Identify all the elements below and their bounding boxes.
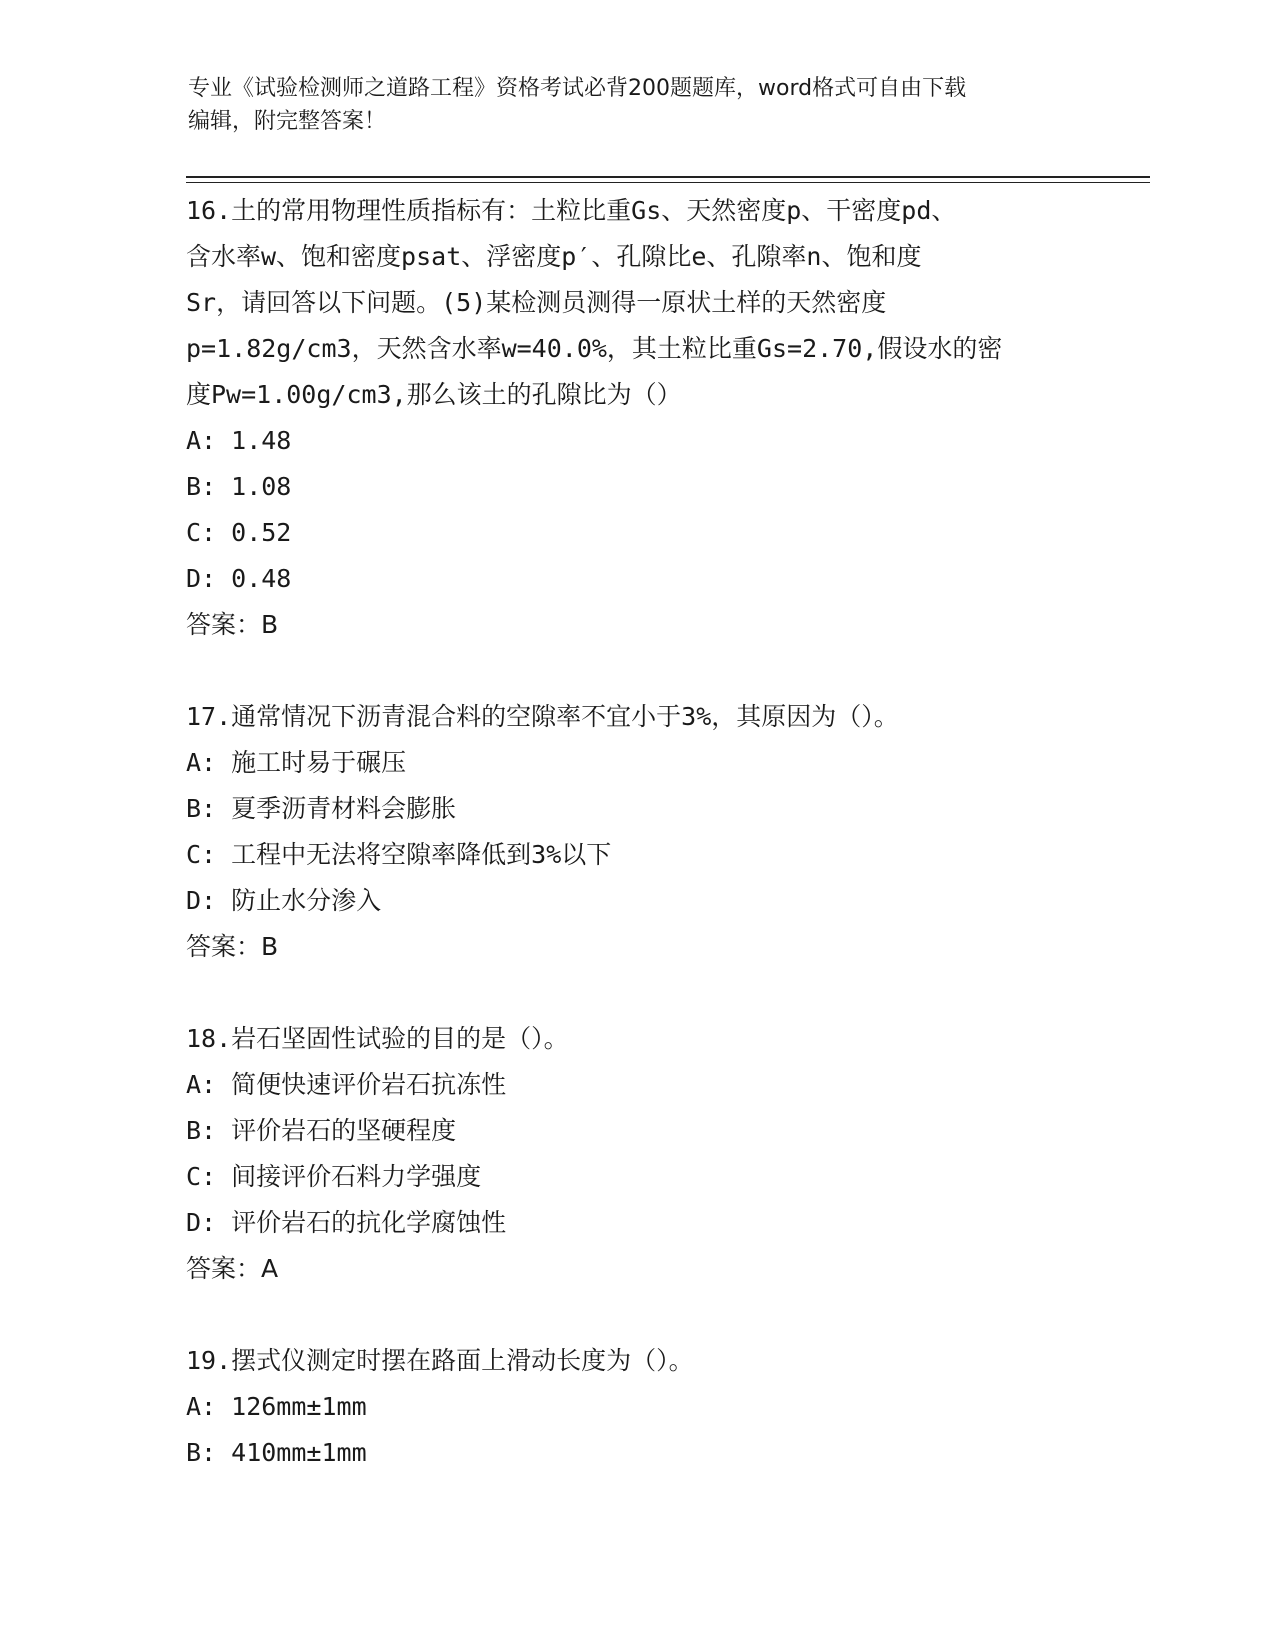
option-d: D: 防止水分渗入 [186,886,382,915]
question-16 [186,188,1086,648]
stem-line: 含水率w、饱和密度psat、浮密度p′、孔隙比e、孔隙率n、饱和度 [186,242,922,271]
header-divider-thin [186,182,1150,183]
stem-line: 18.岩石坚固性试验的目的是（）。 [186,1024,569,1053]
header-line-1: 专业《试验检测师之道路工程》资格考试必背200题题库，word格式可自由下载 [188,76,967,101]
option-a: A: 简便快速评价岩石抗冻性 [186,1070,507,1099]
option-c: C: 0.52 [186,518,292,547]
option-b: B: 1.08 [186,472,292,501]
stem-line: 19.摆式仪测定时摆在路面上滑动长度为（）。 [186,1346,694,1375]
option-a: A: 126mm±1mm [186,1392,367,1421]
question-stem [186,188,1086,418]
option-a: A: 施工时易于碾压 [186,748,407,777]
answer-label: 答案：A [186,1254,279,1283]
option-d: D: 0.48 [186,564,292,593]
option-d: D: 评价岩石的抗化学腐蚀性 [186,1208,507,1237]
option-b: B: 410mm±1mm [186,1438,367,1467]
question-stem [186,1016,1086,1062]
answer-label: 答案：B [186,932,279,961]
option-a: A: 1.48 [186,426,292,455]
question-19 [186,1338,1086,1476]
option-b: B: 夏季沥青材料会膨胀 [186,794,457,823]
answer-label: 答案：B [186,610,279,639]
stem-line: 17.通常情况下沥青混合料的空隙率不宜小于3%，其原因为（）。 [186,702,899,731]
question-18 [186,1016,1086,1292]
header-divider-thick [186,176,1150,178]
stem-line: Sr，请回答以下问题。(5)某检测员测得一原状土样的天然密度 [186,288,887,317]
option-c: C: 工程中无法将空隙率降低到3%以下 [186,840,612,869]
stem-line: p=1.82g/cm3，天然含水率w=40.0%，其土粒比重Gs=2.70,假设水的密 [186,334,1003,363]
option-c: C: 间接评价石料力学强度 [186,1162,482,1191]
question-stem [186,694,1086,740]
stem-line: 度Pw=1.00g/cm3,那么该土的孔隙比为（） [186,380,682,409]
stem-line: 16.土的常用物理性质指标有：土粒比重Gs、天然密度p、干密度pd、 [186,196,957,225]
option-b: B: 评价岩石的坚硬程度 [186,1116,457,1145]
header-line-2: 编辑，附完整答案！ [188,109,387,134]
question-list [186,188,1086,1522]
question-stem [186,1338,1086,1384]
question-17 [186,694,1086,970]
document-header [188,72,1088,138]
